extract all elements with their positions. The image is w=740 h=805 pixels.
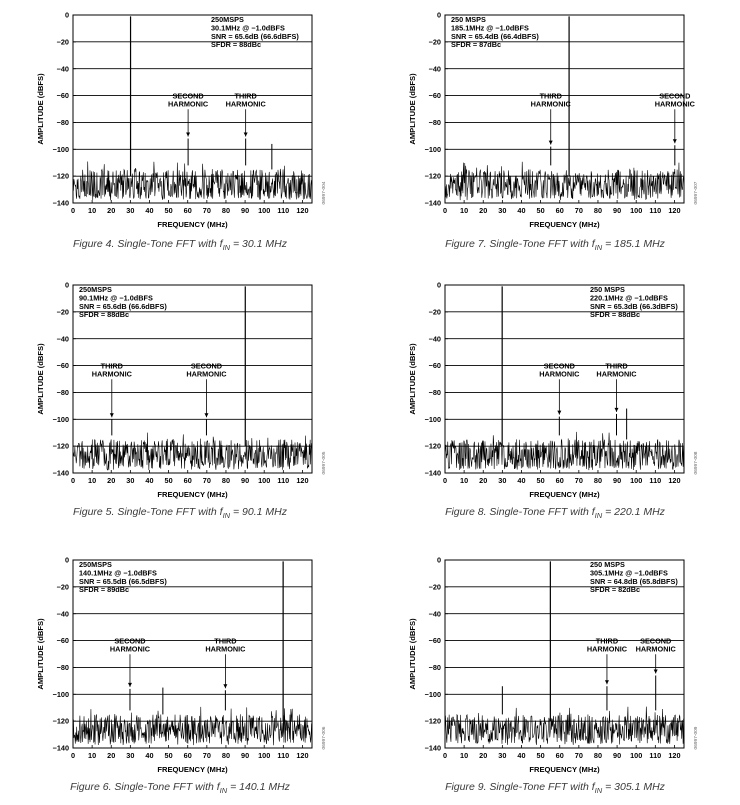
caption-suffix: = 305.1 MHz (602, 781, 665, 793)
y-axis-label: AMPLITUDE (dBFS) (36, 618, 45, 690)
y-tick-label: −60 (56, 636, 69, 646)
info-block (590, 560, 678, 594)
x-tick-label: 110 (277, 476, 290, 485)
y-tick-label: −140 (52, 743, 69, 753)
x-tick-label: 10 (88, 476, 97, 485)
harmonic-arrowhead (549, 141, 553, 145)
x-tick-label: 0 (70, 476, 76, 485)
x-tick-label: 120 (296, 751, 309, 760)
harmonic-label-line: SECOND (543, 361, 575, 371)
caption-sub: IN (594, 243, 603, 253)
x-tick-label: 10 (88, 751, 97, 760)
info-line: SFDR = 88dBc (590, 310, 641, 320)
x-tick-label: 90 (613, 206, 622, 215)
figure-side-code: 06997-005 (322, 451, 327, 475)
fft-chart-fig9 (372, 545, 740, 777)
x-tick-label: 30 (126, 751, 135, 760)
caption-suffix: = 90.1 MHz (230, 506, 287, 518)
y-tick-label: −60 (428, 91, 441, 101)
y-axis-label: AMPLITUDE (dBFS) (36, 73, 45, 145)
x-tick-label: 110 (277, 751, 290, 760)
y-tick-label: −120 (52, 441, 69, 451)
x-tick-label: 40 (145, 751, 154, 760)
harmonic-label-line: THIRD (100, 361, 123, 371)
harmonic-label-line: HARMONIC (654, 99, 695, 109)
harmonic-label-line: HARMONIC (530, 99, 571, 109)
harmonic-label-line: SECOND (640, 636, 672, 646)
caption-sub: IN (594, 511, 603, 521)
x-tick-label: 70 (574, 206, 583, 215)
x-tick-label: 60 (555, 751, 564, 760)
x-tick-label: 20 (479, 751, 488, 760)
caption-label: Figure 7. (445, 238, 487, 250)
harmonic-arrowhead (615, 408, 619, 412)
figure-caption-fig9 (375, 781, 735, 795)
harmonic-label-line: HARMONIC (596, 369, 637, 379)
caption-prefix: Single-Tone FFT with f (117, 238, 223, 250)
harmonic-label-line: HARMONIC (539, 369, 580, 379)
harmonic-arrowhead (186, 133, 190, 137)
x-tick-label: 100 (258, 751, 271, 760)
x-tick-label: 20 (107, 476, 116, 485)
y-tick-label: −20 (56, 307, 69, 317)
y-tick-label: −20 (428, 37, 441, 47)
y-tick-label: −100 (52, 414, 69, 424)
fft-chart-fig6 (0, 545, 370, 777)
x-tick-label: 100 (630, 206, 643, 215)
x-tick-label: 120 (668, 476, 681, 485)
harmonic-label-line: THIRD (595, 636, 619, 646)
caption-label: Figure 9. (445, 781, 487, 793)
info-line: SFDR = 89dBc (79, 585, 130, 595)
harmonic-arrowhead (110, 413, 114, 417)
info-line: 250 MSPS (590, 285, 625, 294)
info-line: SNR = 65.3dB (66.3dBFS) (590, 301, 678, 311)
y-tick-label: −20 (56, 582, 69, 592)
x-tick-label: 100 (258, 476, 271, 485)
y-tick-label: −140 (52, 198, 69, 208)
caption-suffix: = 30.1 MHz (230, 238, 287, 250)
x-tick-label: 90 (241, 206, 250, 215)
x-tick-label: 50 (164, 206, 173, 215)
y-tick-label: −40 (56, 64, 69, 74)
info-line: SNR = 65.4dB (66.4dBFS) (451, 31, 539, 41)
y-tick-label: −40 (428, 334, 441, 344)
info-line: SFDR = 88dBc (211, 40, 262, 50)
noise-floor-trace (73, 433, 312, 470)
y-tick-label: −60 (56, 91, 69, 101)
harmonic-arrowhead (128, 683, 132, 687)
x-tick-label: 20 (479, 476, 488, 485)
x-tick-label: 30 (498, 206, 507, 215)
info-block (211, 15, 299, 49)
caption-prefix: Single-Tone FFT with f (117, 506, 223, 518)
y-tick-label: −80 (428, 663, 441, 673)
harmonic-label (226, 91, 267, 108)
harmonic-label (205, 636, 246, 653)
x-axis-label: FREQUENCY (MHz) (157, 490, 228, 499)
harmonic-label-line: HARMONIC (186, 369, 227, 379)
x-tick-label: 120 (668, 751, 681, 760)
fft-chart-fig4 (0, 0, 370, 232)
x-tick-label: 0 (442, 476, 448, 485)
info-line: 250MSPS (79, 560, 112, 569)
x-tick-label: 50 (536, 206, 545, 215)
x-tick-label: 60 (183, 751, 192, 760)
fft-chart-fig8 (372, 270, 740, 502)
x-tick-label: 30 (126, 476, 135, 485)
info-line: 140.1MHz @ −1.0dBFS (79, 568, 157, 578)
y-tick-label: −140 (424, 468, 441, 478)
harmonic-label-line: HARMONIC (109, 644, 151, 654)
x-tick-label: 70 (574, 751, 583, 760)
info-line: SNR = 64.8dB (65.8dBFS) (590, 576, 678, 586)
y-tick-label: −20 (428, 582, 441, 592)
x-tick-label: 110 (277, 206, 290, 215)
x-tick-label: 100 (630, 751, 643, 760)
chart-panel-fig6 (0, 545, 370, 805)
figure-side-code: 06997-008 (694, 451, 699, 475)
y-tick-label: −100 (424, 144, 441, 154)
y-tick-label: 0 (436, 280, 441, 290)
y-tick-label: −120 (52, 716, 69, 726)
caption-suffix: = 185.1 MHz (602, 238, 665, 250)
x-tick-label: 10 (460, 751, 469, 760)
x-tick-label: 0 (70, 751, 76, 760)
chart-panel-fig4 (0, 0, 370, 260)
chart-panel-fig9 (372, 545, 740, 805)
fft-chart-fig7 (372, 0, 740, 232)
plot-frame (445, 560, 684, 748)
y-tick-label: −60 (428, 361, 441, 371)
harmonic-arrowhead (557, 411, 561, 415)
y-tick-label: −40 (428, 64, 441, 74)
caption-label: Figure 4. (72, 238, 115, 250)
harmonic-label (92, 361, 133, 378)
y-tick-label: −80 (56, 388, 69, 398)
y-tick-label: 0 (64, 555, 69, 565)
harmonic-arrowhead (605, 680, 609, 684)
x-tick-label: 110 (649, 476, 662, 485)
info-line: 250MSPS (211, 15, 244, 24)
figure-caption-fig6 (0, 781, 360, 795)
y-tick-label: −100 (424, 414, 441, 424)
figure-side-code: 06997-009 (694, 726, 699, 750)
figure-side-code: 06997-007 (694, 181, 699, 205)
harmonic-label (596, 361, 637, 378)
caption-sub: IN (222, 511, 231, 521)
x-tick-label: 40 (517, 476, 526, 485)
x-tick-label: 60 (183, 476, 192, 485)
y-tick-label: −100 (52, 689, 69, 699)
x-tick-label: 20 (107, 751, 116, 760)
harmonic-arrowhead (673, 139, 677, 143)
harmonic-label-line: HARMONIC (168, 99, 209, 109)
info-line: 250MSPS (79, 285, 112, 294)
x-tick-label: 110 (649, 206, 662, 215)
harmonic-label (539, 361, 580, 378)
figure-caption-fig4 (0, 238, 360, 252)
harmonic-label-line: THIRD (214, 636, 237, 646)
x-tick-label: 120 (668, 206, 681, 215)
x-tick-label: 90 (613, 476, 622, 485)
harmonic-arrowhead (244, 133, 248, 137)
info-line: 305.1MHz @ −1.0dBFS (590, 568, 668, 578)
info-line: 30.1MHz @ −1.0dBFS (211, 23, 285, 33)
x-tick-label: 20 (107, 206, 116, 215)
figure-side-code: 06997-004 (322, 181, 327, 205)
y-tick-label: −20 (56, 37, 69, 47)
y-tick-label: −20 (428, 307, 441, 317)
harmonic-label (186, 361, 227, 378)
caption-suffix: = 220.1 MHz (602, 506, 665, 518)
noise-floor-trace (445, 432, 684, 470)
info-line: 185.1MHz @ −1.0dBFS (451, 23, 529, 33)
info-block (451, 15, 539, 49)
x-tick-label: 10 (460, 476, 469, 485)
harmonic-label-line: THIRD (539, 91, 562, 101)
x-axis-label: FREQUENCY (MHz) (529, 220, 600, 229)
harmonic-label-line: SECOND (190, 361, 223, 371)
y-tick-label: −40 (56, 334, 69, 344)
harmonic-label (655, 91, 696, 108)
plot-frame (445, 285, 684, 473)
noise-floor-trace (445, 707, 684, 745)
y-tick-label: −80 (428, 388, 441, 398)
caption-label: Figure 5. (72, 506, 115, 518)
noise-floor-trace (73, 707, 312, 745)
y-tick-label: −120 (424, 716, 441, 726)
y-axis-label: AMPLITUDE (dBFS) (36, 343, 45, 415)
caption-label: Figure 6. (70, 781, 112, 793)
x-tick-label: 70 (202, 476, 211, 485)
x-tick-label: 40 (517, 751, 526, 760)
harmonic-label-line: SECOND (114, 636, 146, 646)
y-tick-label: −60 (56, 361, 69, 371)
harmonic-label (587, 636, 628, 653)
x-axis-label: FREQUENCY (MHz) (157, 765, 228, 774)
info-line: SFDR = 82dBc (590, 585, 641, 595)
x-tick-label: 90 (241, 476, 250, 485)
y-tick-label: 0 (64, 10, 69, 20)
figure-side-code: 06997-006 (322, 726, 327, 750)
x-tick-label: 100 (630, 476, 643, 485)
x-tick-label: 50 (536, 476, 545, 485)
chart-panel-fig7 (372, 0, 740, 260)
info-line: 250 MSPS (451, 15, 486, 24)
harmonic-arrowhead (204, 413, 208, 417)
x-tick-label: 110 (649, 751, 662, 760)
y-tick-label: −120 (52, 171, 69, 181)
x-tick-label: 100 (258, 206, 271, 215)
info-line: SNR = 65.6dB (66.6dBFS) (211, 31, 299, 41)
caption-label: Figure 8. (445, 506, 487, 518)
info-line: 220.1MHz @ −1.0dBFS (590, 293, 668, 303)
y-tick-label: 0 (436, 555, 441, 565)
x-tick-label: 10 (88, 206, 97, 215)
harmonic-label (110, 636, 151, 653)
harmonic-label-line: HARMONIC (205, 644, 246, 654)
x-tick-label: 120 (296, 206, 309, 215)
x-tick-label: 50 (536, 751, 545, 760)
harmonic-label-line: HARMONIC (91, 369, 132, 379)
y-tick-label: −60 (428, 636, 441, 646)
figure-caption-fig8 (375, 506, 735, 520)
x-tick-label: 80 (593, 206, 603, 215)
y-axis-label: AMPLITUDE (dBFS) (408, 73, 417, 145)
info-line: SFDR = 88dBc (79, 310, 130, 320)
fft-chart-fig5 (0, 270, 370, 502)
caption-sub: IN (222, 243, 231, 253)
x-tick-label: 60 (555, 476, 564, 485)
x-tick-label: 40 (517, 206, 526, 215)
info-block (590, 285, 678, 319)
x-tick-label: 0 (442, 206, 448, 215)
y-tick-label: −140 (52, 468, 69, 478)
caption-prefix: Single-Tone FFT with f (489, 506, 595, 518)
figure-caption-fig7 (375, 238, 735, 252)
y-axis-label: AMPLITUDE (dBFS) (408, 618, 417, 690)
harmonic-label-line: SECOND (172, 91, 204, 101)
x-tick-label: 80 (221, 206, 231, 215)
harmonic-label-line: SECOND (659, 91, 691, 101)
caption-prefix: Single-Tone FFT with f (489, 781, 595, 793)
noise-floor-trace (445, 162, 684, 200)
caption-sub: IN (594, 786, 603, 796)
y-tick-label: −80 (56, 118, 69, 128)
x-tick-label: 50 (164, 751, 173, 760)
x-tick-label: 30 (498, 751, 507, 760)
y-tick-label: −120 (424, 441, 441, 451)
info-line: SFDR = 87dBc (451, 40, 502, 50)
y-tick-label: −120 (424, 171, 441, 181)
y-tick-label: −100 (424, 689, 441, 699)
x-tick-label: 30 (126, 206, 135, 215)
info-line: SNR = 65.6dB (66.6dBFS) (79, 301, 167, 311)
harmonic-label (636, 636, 677, 653)
y-tick-label: −80 (428, 118, 441, 128)
chart-panel-fig8 (372, 270, 740, 530)
x-tick-label: 80 (221, 751, 231, 760)
info-block (79, 285, 167, 319)
info-line: SNR = 65.5dB (66.5dBFS) (79, 576, 167, 586)
harmonic-arrowhead (654, 669, 658, 673)
y-tick-label: −40 (56, 609, 69, 619)
x-tick-label: 90 (241, 751, 250, 760)
x-axis-label: FREQUENCY (MHz) (157, 220, 228, 229)
harmonic-label (531, 91, 572, 108)
caption-suffix: = 140.1 MHz (227, 781, 290, 793)
x-tick-label: 0 (70, 206, 76, 215)
x-tick-label: 0 (442, 751, 448, 760)
x-tick-label: 70 (202, 751, 211, 760)
caption-prefix: Single-Tone FFT with f (114, 781, 220, 793)
harmonic-label-line: HARMONIC (225, 99, 266, 109)
caption-prefix: Single-Tone FFT with f (489, 238, 595, 250)
x-tick-label: 80 (221, 476, 231, 485)
x-tick-label: 10 (460, 206, 469, 215)
x-tick-label: 80 (593, 751, 603, 760)
figure-caption-fig5 (0, 506, 360, 520)
x-tick-label: 50 (164, 476, 173, 485)
y-axis-label: AMPLITUDE (dBFS) (408, 343, 417, 415)
noise-floor-trace (73, 162, 312, 201)
x-tick-label: 60 (555, 206, 564, 215)
y-tick-label: 0 (64, 280, 69, 290)
y-tick-label: −100 (52, 144, 69, 154)
harmonic-label-line: HARMONIC (635, 644, 676, 654)
x-tick-label: 30 (498, 476, 507, 485)
x-tick-label: 60 (183, 206, 192, 215)
harmonic-label-line: THIRD (234, 91, 257, 101)
info-block (79, 560, 167, 594)
x-tick-label: 90 (613, 751, 622, 760)
x-axis-label: FREQUENCY (MHz) (529, 765, 600, 774)
chart-panel-fig5 (0, 270, 370, 530)
x-tick-label: 120 (296, 476, 309, 485)
y-tick-label: −140 (424, 198, 441, 208)
y-tick-label: −80 (56, 663, 69, 673)
y-tick-label: 0 (436, 10, 441, 20)
x-tick-label: 20 (479, 206, 488, 215)
x-axis-label: FREQUENCY (MHz) (529, 490, 600, 499)
harmonic-arrowhead (223, 684, 227, 688)
info-line: 90.1MHz @ −1.0dBFS (79, 293, 153, 303)
y-tick-label: −140 (424, 743, 441, 753)
harmonic-label-line: THIRD (605, 361, 628, 371)
x-tick-label: 40 (145, 206, 154, 215)
info-line: 250 MSPS (590, 560, 625, 569)
caption-sub: IN (219, 786, 228, 796)
x-tick-label: 40 (145, 476, 154, 485)
y-tick-label: −40 (428, 609, 441, 619)
harmonic-label (168, 91, 209, 108)
x-tick-label: 70 (574, 476, 583, 485)
x-tick-label: 80 (593, 476, 603, 485)
harmonic-label-line: HARMONIC (586, 644, 628, 654)
x-tick-label: 70 (202, 206, 211, 215)
